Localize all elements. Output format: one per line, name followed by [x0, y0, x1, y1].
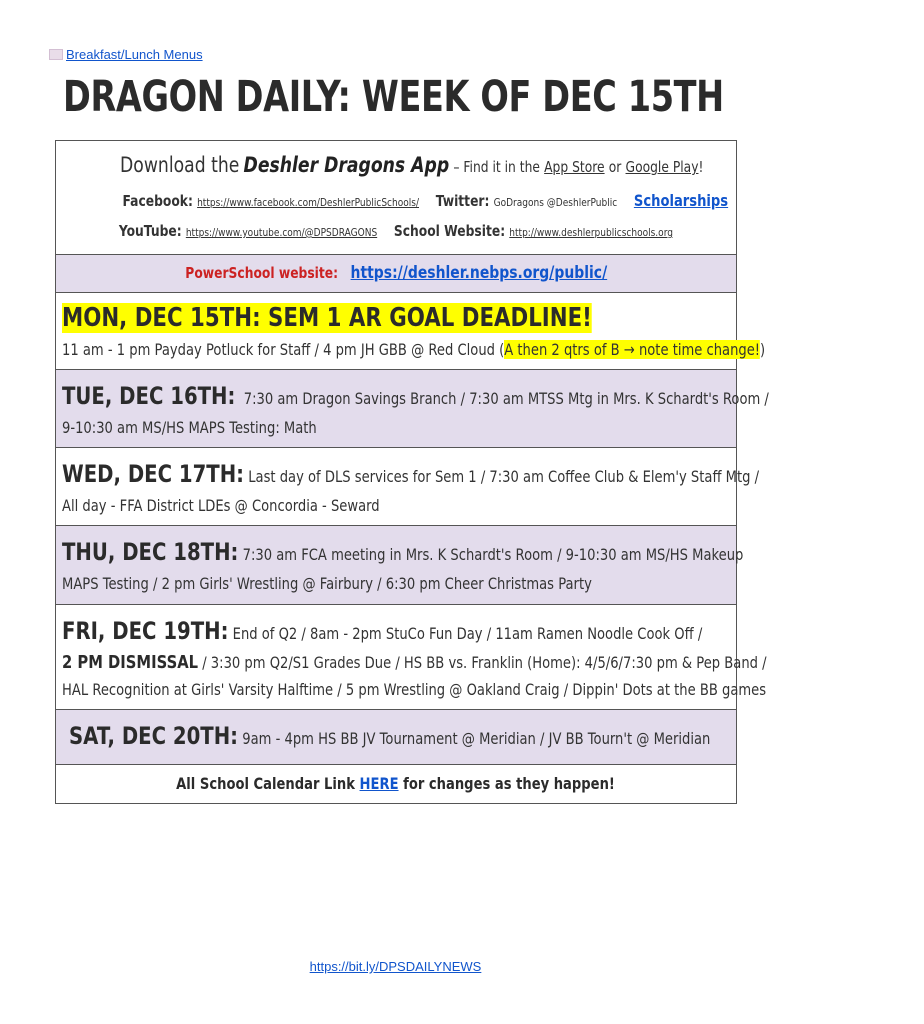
website-link[interactable]: http://www.deshlerpublicschools.org: [509, 226, 674, 239]
google-play-link[interactable]: Google Play: [625, 158, 699, 176]
calendar-line: [56, 774, 736, 793]
day-row-wed: [56, 448, 760, 526]
tue-text-2: 9-10:30 am MS/HS MAPS Testing: Math: [62, 418, 317, 437]
social-line-2: [56, 221, 736, 240]
breakfast-lunch-label[interactable]: Breakfast/Lunch Menus: [66, 47, 203, 62]
app-store-link[interactable]: App Store: [544, 158, 605, 176]
mon-head-line: [62, 303, 708, 333]
fri-line-1: [62, 617, 843, 645]
wed-text-2: All day - FFA District LDEs @ Concordia - Seward: [62, 496, 380, 515]
thu-text-1: 7:30 am FCA meeting in Mrs. K Schardt's Room / 9-10:30 am MS/HS Makeup: [242, 545, 744, 564]
header-row: [56, 141, 736, 255]
wed-line-2: [62, 496, 449, 515]
powerschool-label: PowerSchool website:: [185, 264, 338, 282]
fri-line-3: [62, 680, 921, 699]
day-row-sat: [56, 710, 736, 765]
schedule-table: [55, 140, 769, 804]
wed-text-1: Last day of DLS services for Sem 1 / 7:30 am Coffee Club & Elem'y Staff Mtg /: [248, 467, 760, 486]
fri-heading: FRI, DEC 19TH:: [62, 617, 229, 645]
tue-line-2: [62, 418, 373, 437]
page-title: DRAGON DAILY: WEEK OF DEC 15TH: [63, 72, 724, 122]
twitter-label: Twitter:: [435, 192, 490, 210]
mon-highlight-text: A then 2 qtrs of B → note time change!: [504, 340, 761, 359]
day-row-fri: [56, 605, 767, 710]
calendar-suffix: for changes as they happen!: [399, 774, 616, 793]
calendar-here-link[interactable]: HERE: [359, 774, 400, 793]
sat-text-1: 9am - 4pm HS BB JV Tournament @ Meridian / JV BB Tourn't @ Meridian: [242, 729, 711, 748]
twitter-handle: GoDragons @DeshlerPublic: [493, 196, 618, 209]
day-row-tue: [56, 370, 769, 448]
calendar-prefix: All School Calendar Link: [176, 774, 360, 793]
tue-line-1: [62, 382, 924, 410]
wed-heading: WED, DEC 17TH:: [62, 460, 245, 488]
thu-line-2: [62, 574, 708, 593]
app-name: Deshler Dragons App: [243, 153, 450, 177]
breakfast-lunch-link[interactable]: [49, 47, 203, 62]
facebook-label: Facebook:: [122, 192, 193, 210]
fri-text-2: / 3:30 pm Q2/S1 Grades Due / HS BB vs. Franklin (Home): 4/5/6/7:30 pm & Pep Band /: [198, 653, 767, 672]
mon-text-end: ): [760, 340, 766, 359]
download-prefix: Download the: [120, 153, 240, 177]
download-line: [56, 153, 736, 177]
menu-icon: [49, 49, 63, 60]
calendar-row: [56, 765, 736, 803]
sat-heading: SAT, DEC 20TH:: [69, 722, 239, 750]
or-text: or: [608, 158, 622, 176]
youtube-label: YouTube:: [118, 222, 182, 240]
youtube-link[interactable]: https://www.youtube.com/@DPSDRAGONS: [185, 226, 378, 239]
fri-text-3: HAL Recognition at Girls' Varsity Halftime / 5 pm Wrestling @ Oakland Craig / Dippin' Dots at the BB games: [62, 680, 767, 699]
fri-line-2: [62, 652, 921, 673]
powerschool-link[interactable]: https://deshler.nebps.org/public/: [350, 263, 607, 283]
tue-text-1: 7:30 am Dragon Savings Branch / 7:30 am MTSS Mtg in Mrs. K Schardt's Room /: [243, 389, 769, 408]
thu-line-1: [62, 538, 893, 566]
excl-text: !: [698, 158, 704, 176]
mon-line-1: [62, 340, 920, 359]
wed-line-1: [62, 460, 912, 488]
sat-line-1: [69, 722, 851, 750]
day-row-thu: [56, 526, 744, 605]
download-suffix: – Find it in the: [453, 158, 540, 176]
footer-link-wrap: [0, 959, 791, 974]
powerschool-line: [56, 263, 736, 283]
thu-text-2: MAPS Testing / 2 pm Girls' Wrestling @ Fairbury / 6:30 pm Cheer Christmas Party: [62, 574, 592, 593]
scholarships-link[interactable]: Scholarships: [633, 191, 729, 210]
social-line-1: [56, 191, 736, 210]
fri-dismissal: 2 PM DISMISSAL: [62, 652, 199, 673]
website-label: School Website:: [393, 222, 506, 240]
facebook-link[interactable]: https://www.facebook.com/DeshlerPublicSchools/: [197, 196, 420, 209]
mon-text: 11 am - 1 pm Payday Potluck for Staff / 4 pm JH GBB @ Red Cloud (: [62, 340, 505, 359]
mon-heading: MON, DEC 15TH: SEM 1 AR GOAL DEADLINE!: [62, 303, 592, 333]
day-row-mon: [56, 293, 766, 370]
tue-heading: TUE, DEC 16TH:: [62, 382, 236, 410]
powerschool-row: [56, 255, 736, 293]
daily-news-link[interactable]: https://bit.ly/DPSDAILYNEWS: [309, 959, 482, 974]
fri-text-1: End of Q2 / 8am - 2pm StuCo Fun Day / 11am Ramen Noodle Cook Off /: [232, 624, 703, 643]
thu-heading: THU, DEC 18TH:: [62, 538, 239, 566]
